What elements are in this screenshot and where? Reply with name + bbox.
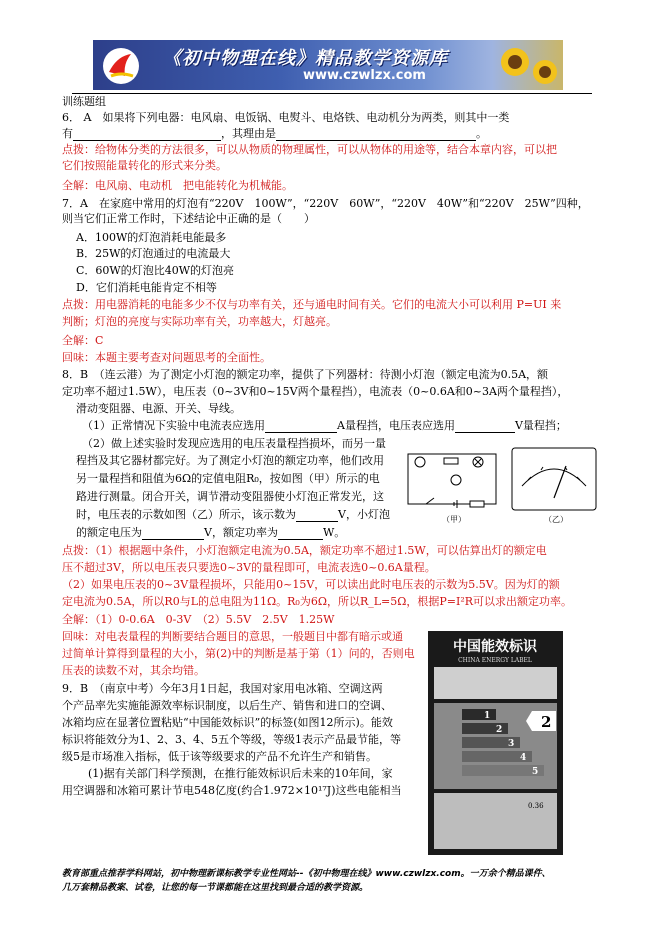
energy-value: 0.36 xyxy=(528,802,544,810)
grade-label: 1 xyxy=(484,711,491,721)
q7-option-d: D．它们消耗电能肯定不相等 xyxy=(76,281,217,294)
footer-line1: 教育部重点推荐学科网站，初中物理新课标教学专业性网站--《初中物理在线》www.czwlzx.com。一万余个精品课件、 xyxy=(62,869,551,879)
header-banner xyxy=(93,40,563,90)
q7-line2: 则当它们正常工作时，下述结论中正确的是（ ） xyxy=(62,212,315,225)
figure-label-jia: （甲） xyxy=(442,515,466,524)
q8-review-line2: 过简单计算得到量程的大小，第(2)中的判断是基于第（1）问的，否则电 xyxy=(62,647,415,660)
energy-label-subtitle: CHINA ENERGY LABEL xyxy=(458,657,532,664)
blank-field xyxy=(455,421,515,433)
blank-field xyxy=(278,528,323,540)
q9-line1: 9．B （南京中考）今年3月1日起，我国对家用电冰箱、空调这两 xyxy=(62,682,383,695)
q6-answer: 全解：电风扇、电动机 把电能转化为机械能。 xyxy=(62,179,293,192)
q9-line4: 标识将能效分为1、2、3、4、5五个等级，等级1表示产品最节能，等 xyxy=(62,733,401,746)
banner-url[interactable]: www.czwlzx.com xyxy=(303,68,426,83)
circuit-diagram-jia xyxy=(408,454,496,508)
q8-line3: 滑动变阻器、电源、开关、导线。 xyxy=(76,402,241,415)
q7-tip-line2: 判断；灯泡的亮度与实际功率有关，功率越大，灯越亮。 xyxy=(62,315,337,328)
blank-field xyxy=(296,510,338,522)
q9-line5: 级5是市场准入指标，低于该等级要求的产品不允许生产和销售。 xyxy=(62,750,377,763)
energy-grade-indicator: 2 xyxy=(541,713,552,731)
circuit-figure xyxy=(404,446,604,528)
q8-line2: 定功率不超过1.5W），电压表（0~3V和0~15V两个量程挡），电流表（0~0.6A和0~3A两个量程挡）， xyxy=(62,385,569,398)
q9-line3: 冰箱均应在显著位置粘贴“中国能效标识”的标签(如图12所示)。能效 xyxy=(62,716,393,729)
q8-tip-line3: （2）如果电压表的0~3V量程损坏，只能用0~15V，可以读出此时电压表的示数为5.5V。因为灯的额 xyxy=(62,578,560,591)
q9-line7: 用空调器和冰箱可累计节电548亿度(约合1.972×10¹⁷J)这些电能相当 xyxy=(62,784,402,797)
blank-field xyxy=(276,129,476,141)
q8-tip-line1: 点拨：（1）根据题中条件，小灯泡额定电流为0.5A，额定功率不超过1.5W，可以估算出灯的额定电 xyxy=(62,544,547,557)
q8-review-line3: 压表的读数不对，其余均错。 xyxy=(62,664,205,677)
q8-sub2-line5: 时，电压表的示数如图（乙）所示，该示数为 V，小灯泡 xyxy=(76,508,390,521)
banner-title: 《初中物理在线》精品教学资源库 xyxy=(163,48,448,69)
q7-answer: 全解：C xyxy=(62,334,104,347)
grade-label: 2 xyxy=(496,725,503,735)
q9-line2: 个产品率先实施能源效率标识制度，以后生产、销售和进口的空调、 xyxy=(62,699,392,712)
q7-option-b: B．25W的灯泡通过的电流最大 xyxy=(76,247,231,260)
q8-sub1: （1）正常情况下实验中电流表应选用 A量程挡，电压表应选用 V量程挡； xyxy=(82,419,567,432)
q8-sub2-line2: 程挡及其它器材都完好。为了测定小灯泡的额定功率，他们改用 xyxy=(76,454,384,467)
section-title: 训练题组 xyxy=(62,95,106,108)
blank-field xyxy=(265,421,337,433)
q6-tip-line2: 它们按照能量转化的形式来分类。 xyxy=(62,159,227,172)
q7-line1: 7．A 在家庭中常用的灯泡有“220V 100W”，“220V 60W”，“220V 40W”和“220V 25W”四种， xyxy=(62,197,589,210)
q8-tip-line4: 定电流为0.5A，所以R0与L的总电阻为11Ω。R₀为6Ω，所以R_L=5Ω，根据P=I²R可以求出额定功率。 xyxy=(62,595,573,608)
q8-sub2-line3: 另一量程挡和阻值为6Ω的定值电阻R₀，按如图（甲）所示的电 xyxy=(76,472,380,485)
q8-answer: 全解：（1）0-0.6A 0-3V （2）5.5V 2.5V 1.25W xyxy=(62,613,335,626)
footer-line2: 几万套精品教案、试卷，让您的每一节课都能在这里找到最合适的教学资源。 xyxy=(62,883,369,893)
grade-label: 4 xyxy=(520,753,527,763)
figure-label-yi: （乙） xyxy=(544,515,568,524)
q7-option-c: C．60W的灯泡比40W的灯泡亮 xyxy=(76,264,235,277)
sunflower-icon xyxy=(493,40,563,90)
blank-field xyxy=(73,129,221,141)
blank-field xyxy=(142,528,204,540)
q8-review-line1: 回味：对电表量程的判断要结合题目的意思，一般题目中都有暗示或通 xyxy=(62,630,403,643)
energy-label-figure xyxy=(428,631,563,855)
grade-label: 3 xyxy=(508,739,515,749)
q8-line1: 8．B （连云港）为了测定小灯泡的额定功率，提供了下列器材：待测小灯泡（额定电流为0.5A，额 xyxy=(62,368,549,381)
q8-sub2-line1: （2）做上述实验时发现应选用的电压表量程挡损坏，而另一量 xyxy=(82,437,386,450)
q7-tip-line1: 点拨：用电器消耗的电能多少不仅与功率有关，还与通电时间有关。它们的电流大小可以利用 P=UI 来 xyxy=(62,298,562,311)
q7-option-a: A．100W的灯泡消耗电能最多 xyxy=(76,231,227,244)
q6-line1: 6． A 如果将下列电器：电风扇、电饭锅、电熨斗、电烙铁、电动机分为两类，则其中一类 xyxy=(62,111,510,124)
q6-line2: 有 ，其理由是 。 xyxy=(62,127,487,140)
voltmeter-dial-yi xyxy=(512,448,596,510)
q8-sub2-line4: 路进行测量。闭合开关，调节滑动变阻器使小灯泡正常发光，这 xyxy=(76,490,384,503)
header-divider xyxy=(72,93,592,94)
q7-review: 回味：本题主要考查对问题思考的全面性。 xyxy=(62,351,271,364)
q9-line6: (1)据有关部门科学预测，在推行能效标识后未来的10年间，家 xyxy=(88,767,393,780)
q8-sub2-line6: 的额定电压为 V，额定功率为 W。 xyxy=(76,526,346,539)
q6-tip-line1: 点拨：给物体分类的方法很多，可以从物质的物理属性，可以从物体的用途等，结合本章内容，可以把 xyxy=(62,143,557,156)
site-logo-icon xyxy=(101,46,141,86)
energy-label-title: 中国能效标识 xyxy=(453,639,537,655)
grade-label: 5 xyxy=(532,767,539,777)
q8-tip-line2: 压不超过3V，所以电压表只要选0~3V的量程即可，电流表选0~0.6A量程。 xyxy=(62,561,436,574)
